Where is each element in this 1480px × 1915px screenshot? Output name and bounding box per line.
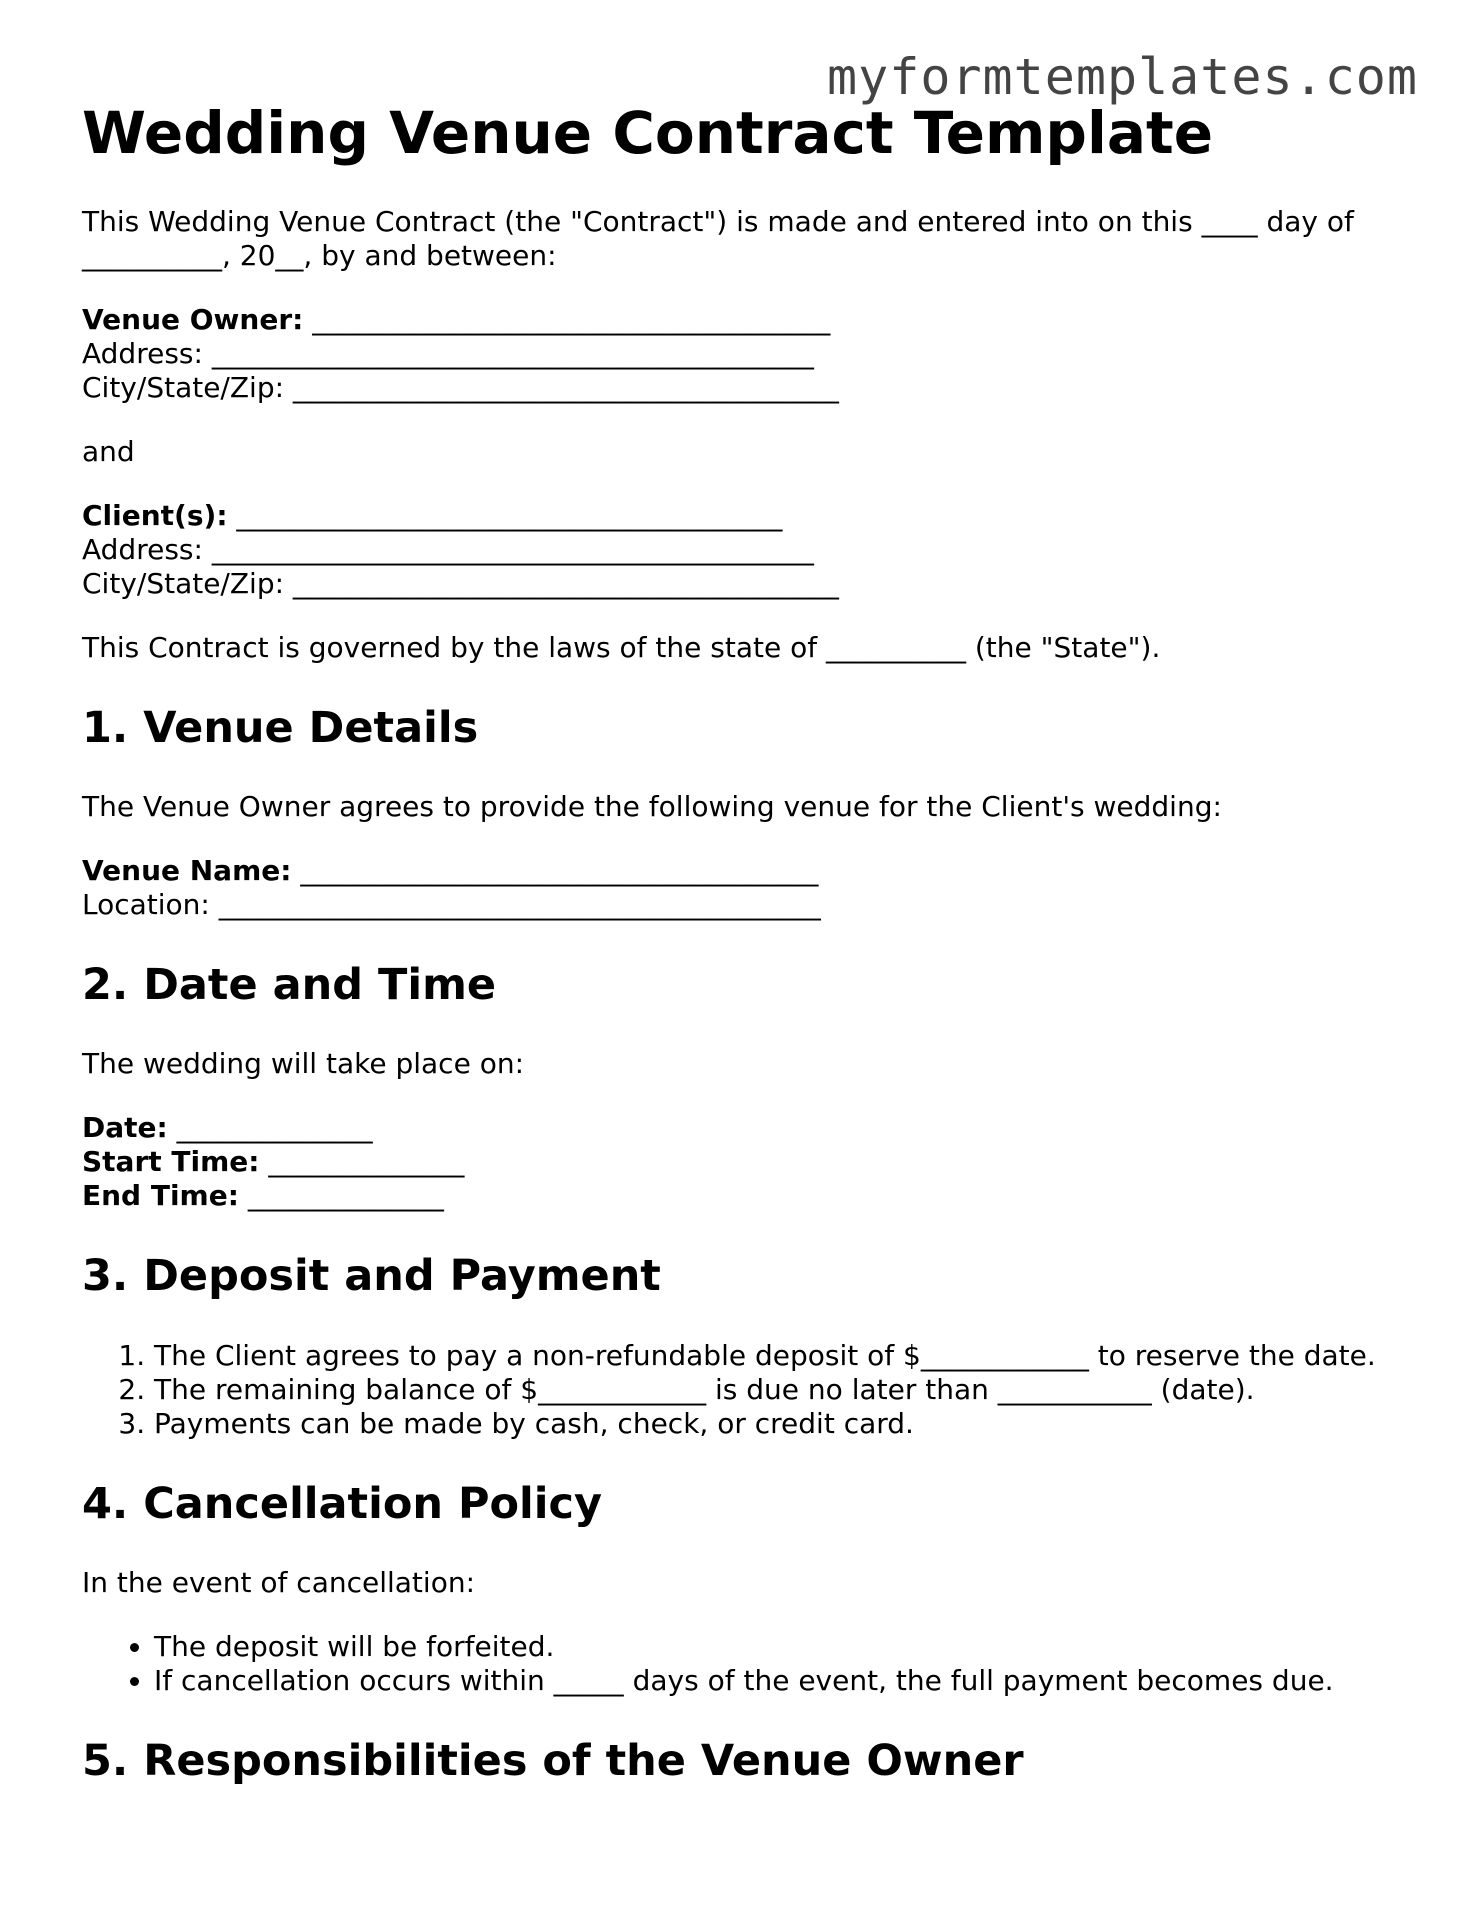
date-time-block <box>82 1111 1402 1213</box>
client-name-line <box>82 499 1402 533</box>
list-item: • The deposit will be forfeited. <box>154 1630 1402 1664</box>
client-blank: _______________________________________ <box>236 498 783 532</box>
venue-owner-address-line: Address: ___________________________________________ <box>82 336 814 370</box>
intro-paragraph: This Wedding Venue Contract (the "Contract") is made and entered into on this ____ day of __________, 20__, by and between: <box>82 204 1354 272</box>
section-4-text: In the event of cancellation: <box>82 1565 475 1599</box>
client-address-line: Address: ___________________________________________ <box>82 532 814 566</box>
cancellation-list <box>82 1630 1402 1698</box>
list-item: • If cancellation occurs within _____ days of the event, the full payment becomes due. <box>154 1664 1402 1698</box>
date-blank: ______________ <box>176 1111 373 1145</box>
venue-owner-blank: _____________________________________ <box>312 302 831 336</box>
document-page <box>82 100 1402 1823</box>
end-time-blank: ______________ <box>247 1179 444 1213</box>
client-city-line: City/State/Zip: _______________________________________ <box>82 566 839 600</box>
list-item: 2. The remaining balance of $____________ is due no later than ___________ (date). <box>154 1373 1402 1407</box>
start-time-blank: ______________ <box>268 1145 465 1179</box>
section-4-heading: 4. Cancellation Policy <box>82 1478 603 1529</box>
payment-list <box>82 1339 1402 1441</box>
end-time-line <box>82 1179 1402 1213</box>
section-1-text: The Venue Owner agrees to provide the following venue for the Client's wedding: <box>82 789 1222 823</box>
section-2-text: The wedding will take place on: <box>82 1047 525 1081</box>
venue-name-line <box>82 854 1402 888</box>
section-3-heading: 3. Deposit and Payment <box>82 1251 661 1302</box>
venue-owner-name-line <box>82 303 1402 337</box>
list-item: 1. The Client agrees to pay a non-refundable deposit of $____________ to reserve the date. <box>154 1339 1402 1373</box>
start-time-label: Start Time: <box>82 1145 260 1179</box>
location-line: Location: ___________________________________________ <box>82 887 821 921</box>
start-time-line <box>82 1145 1402 1179</box>
list-item: 3. Payments can be made by cash, check, or credit card. <box>154 1407 1402 1441</box>
client-block <box>82 499 1402 601</box>
client-label: Client(s): <box>82 498 228 532</box>
end-time-label: End Time: <box>82 1179 239 1213</box>
section-5-heading: 5. Responsibilities of the Venue Owner <box>82 1735 1024 1786</box>
governing-law-paragraph: This Contract is governed by the laws of the state of __________ (the "State"). <box>82 630 1161 664</box>
page-title: Wedding Venue Contract Template <box>82 99 1214 167</box>
venue-name-blank: _____________________________________ <box>300 853 819 887</box>
venue-owner-city-line: City/State/Zip: _______________________________________ <box>82 370 839 404</box>
venue-name-label: Venue Name: <box>82 853 292 887</box>
section-2-heading: 2. Date and Time <box>82 959 497 1010</box>
date-label: Date: <box>82 1111 168 1145</box>
venue-owner-block <box>82 303 1402 405</box>
section-1-heading: 1. Venue Details <box>82 702 479 753</box>
venue-owner-label: Venue Owner: <box>82 302 304 336</box>
and-text: and <box>82 434 135 468</box>
date-line <box>82 1111 1402 1145</box>
venue-details-block <box>82 854 1402 922</box>
watermark: myformtemplates.com <box>827 48 1418 106</box>
